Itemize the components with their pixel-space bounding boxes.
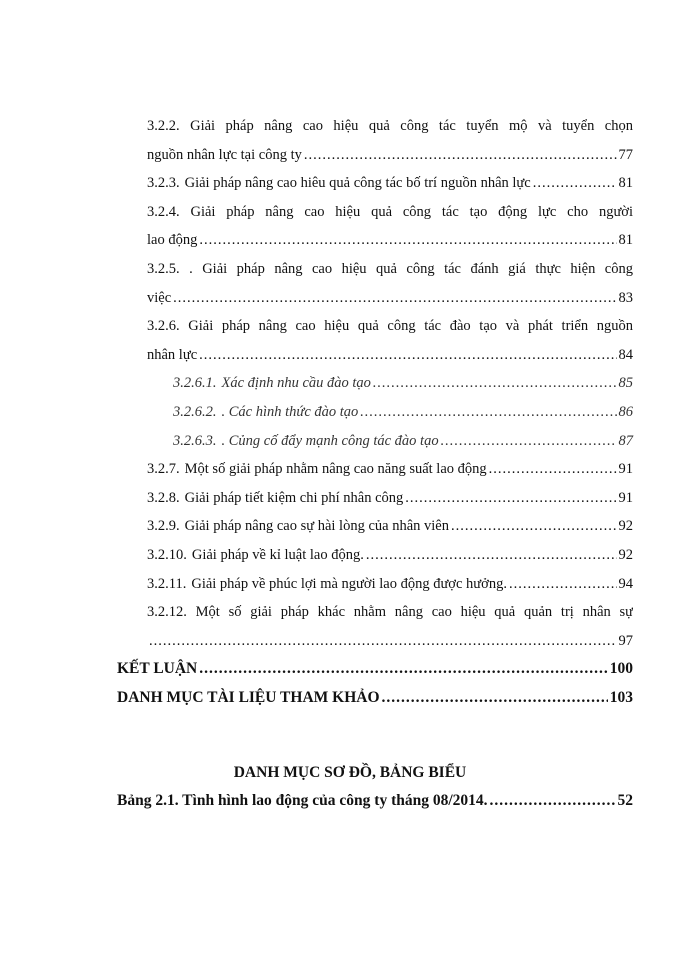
toc-entry bbox=[117, 198, 633, 255]
toc-main-entry-page: 103 bbox=[609, 688, 633, 706]
toc-entry-number: 3.2.8. bbox=[147, 489, 180, 506]
toc-entry-row bbox=[147, 341, 633, 370]
toc-entry bbox=[117, 541, 633, 570]
toc-entry-line bbox=[147, 312, 633, 341]
toc-entry-page: 94 bbox=[618, 575, 633, 592]
toc-entry-number: 3.2.10. bbox=[147, 546, 187, 563]
toc-entry bbox=[117, 598, 633, 655]
leader-dots bbox=[382, 684, 608, 713]
toc-entry bbox=[117, 455, 633, 484]
toc-entry-row bbox=[147, 141, 633, 170]
toc-entry-row bbox=[147, 226, 633, 255]
leader-dots bbox=[490, 790, 616, 812]
toc-entry bbox=[117, 484, 633, 513]
toc-entry-title: . Các hình thức đào tạo bbox=[221, 403, 359, 420]
toc-entry-number: 3.2.4. bbox=[147, 203, 180, 220]
toc-entry-row bbox=[147, 455, 633, 484]
table-entry-2-1 bbox=[117, 790, 633, 812]
toc-entry-page: 81 bbox=[618, 232, 633, 249]
toc-entry-title: Xác định nhu cầu đào tạo bbox=[221, 375, 371, 392]
leader-dots bbox=[304, 141, 617, 170]
toc-entry-number: 3.2.6. bbox=[147, 318, 180, 335]
toc-entry-page: 83 bbox=[618, 289, 633, 306]
table-entry-page: 52 bbox=[617, 792, 633, 809]
toc-entry-page: 92 bbox=[618, 518, 633, 535]
toc-entry bbox=[117, 169, 633, 198]
toc-entry-title: lao động bbox=[147, 232, 198, 249]
table-of-contents bbox=[117, 112, 633, 712]
toc-entry-line bbox=[147, 112, 633, 141]
toc-entry-number: 3.2.6.1. bbox=[173, 375, 217, 392]
toc-main-entry bbox=[117, 655, 633, 684]
leader-dots bbox=[405, 484, 616, 513]
toc-entry-row bbox=[173, 369, 633, 398]
toc-entry-number: 3.2.6.3. bbox=[173, 432, 217, 449]
toc-entry-number: 3.2.2. bbox=[147, 118, 180, 134]
toc-entry-page: 87 bbox=[618, 432, 633, 449]
toc-entry-title: Giải pháp nâng cao hiệu quả công tác tạo động lực cho người bbox=[190, 203, 633, 220]
toc-entry-line bbox=[147, 198, 633, 227]
toc-entry-row bbox=[147, 484, 633, 513]
toc-entry-number: 3.2.9. bbox=[147, 518, 180, 535]
toc-entry-page: 84 bbox=[618, 346, 633, 363]
toc-entry bbox=[117, 570, 633, 599]
toc-entry-row bbox=[147, 541, 633, 570]
toc-entry-title: nguồn nhân lực tại công ty bbox=[147, 146, 302, 163]
leader-dots bbox=[199, 655, 608, 684]
toc-entry-page: 92 bbox=[618, 546, 633, 563]
toc-entry-title: Một số giải pháp nhằm nâng cao năng suất lao động bbox=[184, 461, 487, 478]
leader-dots bbox=[360, 398, 616, 427]
toc-entry-row bbox=[147, 627, 633, 656]
leader-dots bbox=[451, 512, 617, 541]
toc-entry-row bbox=[173, 398, 633, 427]
toc-entry-row bbox=[147, 169, 633, 198]
toc-entry-title: việc bbox=[147, 289, 172, 306]
toc-entry-number: 3.2.7. bbox=[147, 461, 180, 478]
toc-entry-line bbox=[147, 598, 633, 627]
toc-entry-title: Giải pháp nâng cao sự hài lòng của nhân viên bbox=[184, 518, 449, 535]
toc-entry-row bbox=[147, 570, 633, 599]
leader-dots bbox=[199, 226, 616, 255]
toc-entry-row bbox=[173, 427, 633, 456]
toc-entry-number: 3.2.6.2. bbox=[173, 403, 217, 420]
leader-dots bbox=[489, 455, 617, 484]
toc-entry-title: Một số giải pháp khác nhằm nâng cao hiệu quả quản trị nhân sự bbox=[195, 604, 633, 621]
toc-entry-number: 3.2.5. bbox=[147, 260, 180, 277]
toc-entry-row bbox=[147, 284, 633, 313]
toc-entry-title: . Củng cố đẩy mạnh công tác đào tạo bbox=[221, 432, 439, 449]
toc-entry-page: 97 bbox=[618, 632, 633, 649]
toc-entry-page: 85 bbox=[618, 375, 633, 392]
toc-entry-title: Giải pháp về phúc lợi mà người lao động được hưởng. bbox=[191, 575, 507, 592]
leader-dots bbox=[149, 627, 617, 656]
toc-main-entry bbox=[117, 684, 633, 713]
leader-dots bbox=[509, 570, 617, 599]
toc-entry-page: 81 bbox=[618, 175, 633, 192]
toc-entry-title: nhân lực bbox=[147, 346, 198, 363]
leader-dots bbox=[373, 369, 617, 398]
toc-entry-title: Giải pháp nâng cao hiệu quả công tác đào tạo và phát triển nguồn bbox=[188, 318, 633, 335]
toc-entry-row bbox=[147, 512, 633, 541]
toc-main-entry-page: 100 bbox=[609, 660, 633, 678]
leader-dots bbox=[199, 341, 616, 370]
leader-dots bbox=[441, 427, 617, 456]
toc-entry-title: . Giải pháp nâng cao hiệu quả công tác đánh giá thực hiện công bbox=[189, 260, 633, 277]
figures-list-heading: DANH MỤC SƠ ĐỒ, BẢNG BIỂU bbox=[233, 764, 467, 781]
toc-entry bbox=[117, 512, 633, 541]
toc-entry bbox=[117, 112, 633, 169]
toc-entry-number: 3.2.3. bbox=[147, 175, 180, 192]
toc-entry-number: 3.2.11. bbox=[147, 575, 187, 592]
toc-entry-page: 86 bbox=[618, 403, 633, 420]
toc-entry-title: Giải pháp nâng cao hiệu quả công tác tuyển mộ và tuyển chọn bbox=[190, 118, 633, 134]
toc-main-entry-title: KẾT LUẬN bbox=[117, 660, 198, 678]
toc-entry-line bbox=[147, 255, 633, 284]
toc-entry bbox=[117, 369, 633, 398]
toc-main-entry-title: DANH MỤC TÀI LIỆU THAM KHẢO bbox=[117, 688, 380, 706]
leader-dots bbox=[366, 541, 617, 570]
toc-entry-page: 91 bbox=[618, 461, 633, 478]
toc-entry-page: 77 bbox=[618, 146, 633, 163]
toc-entry-title: Giải pháp tiết kiệm chi phí nhân công bbox=[184, 489, 404, 506]
table-entry-title: Bảng 2.1. Tình hình lao động của công ty tháng 08/2014. bbox=[117, 792, 488, 809]
toc-entry bbox=[117, 312, 633, 369]
leader-dots bbox=[533, 169, 617, 198]
toc-entry bbox=[117, 427, 633, 456]
leader-dots bbox=[173, 284, 616, 313]
toc-entry bbox=[117, 398, 633, 427]
toc-entry-title: Giải pháp về kỉ luật lao động. bbox=[191, 546, 364, 563]
toc-entry-number: 3.2.12. bbox=[147, 604, 187, 621]
toc-entry-page: 91 bbox=[618, 489, 633, 506]
toc-entry bbox=[117, 255, 633, 312]
toc-entry-title: Giải pháp nâng cao hiêu quả công tác bố trí nguồn nhân lực bbox=[184, 175, 531, 192]
